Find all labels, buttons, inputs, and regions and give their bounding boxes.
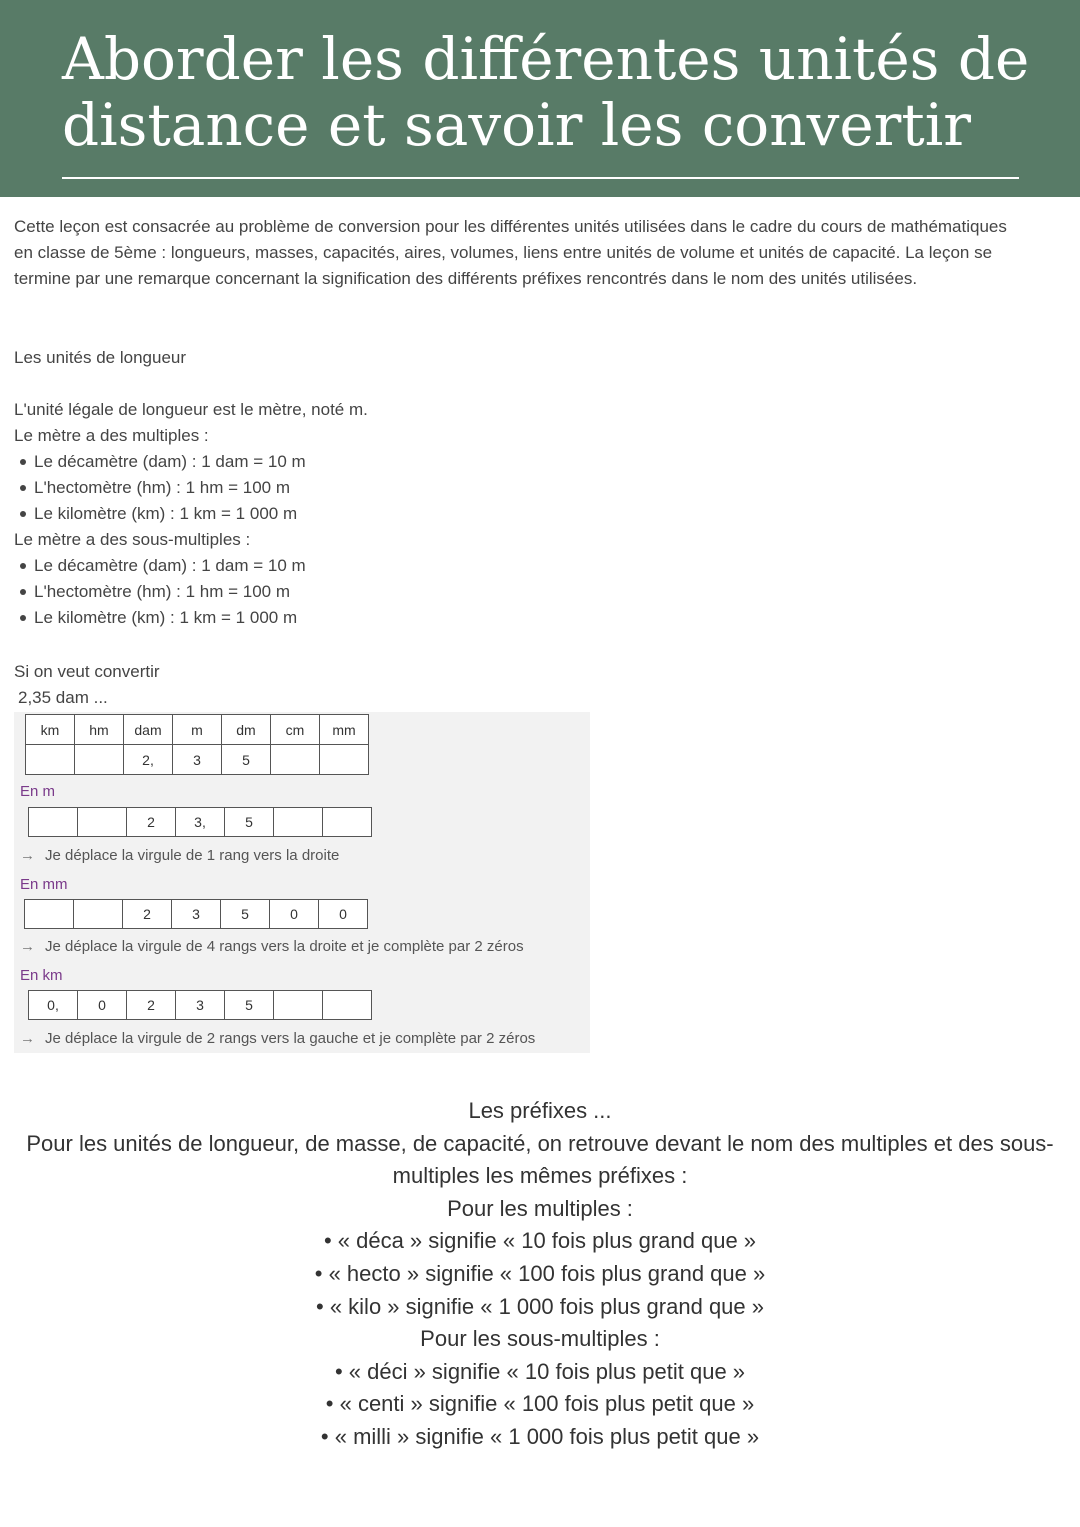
- table-cell: 3: [173, 745, 222, 775]
- multiples-list: [14, 449, 368, 527]
- prefix-multiples-heading: Pour les multiples :: [447, 1195, 633, 1221]
- prefixes-section: [0, 1095, 1080, 1454]
- arrow-right-icon: →: [20, 938, 35, 955]
- step-label-mm: En mm: [20, 876, 68, 893]
- table-cell: 2: [127, 808, 176, 837]
- table-cell: [75, 745, 124, 775]
- table-cell: 5: [221, 900, 270, 929]
- table-cell: 0: [319, 900, 368, 929]
- conversion-row-mm: [24, 899, 368, 929]
- table-row: [25, 900, 368, 929]
- prefixes-intro: Pour les unités de longueur, de masse, de capacité, on retrouve devant le nom des multiples et des sous-multiples les mêmes préfixes :: [26, 1130, 1054, 1189]
- list-item: • « déca » signifie « 10 fois plus grand que »: [323, 1228, 757, 1254]
- table-cell: [74, 900, 123, 929]
- table-row: [26, 745, 369, 775]
- table-cell: [274, 808, 323, 837]
- table-cell: [274, 991, 323, 1020]
- conversion-row-km: [28, 990, 372, 1020]
- table-cell: 2,: [124, 745, 173, 775]
- table-cell: 2: [123, 900, 172, 929]
- bullet-icon: [20, 459, 26, 465]
- conversion-value: 2,35 dam ...: [18, 688, 108, 707]
- list-item: L'hectomètre (hm) : 1 hm = 100 m: [14, 579, 368, 605]
- table-header-cell: mm: [320, 715, 369, 745]
- table-header-cell: cm: [271, 715, 320, 745]
- table-row: [29, 808, 372, 837]
- table-cell: [323, 808, 372, 837]
- table-cell: 0: [78, 991, 127, 1020]
- table-cell: [271, 745, 320, 775]
- table-header-cell: dam: [124, 715, 173, 745]
- submultiples-heading: Le mètre a des sous-multiples :: [14, 530, 251, 549]
- table-header-cell: m: [173, 715, 222, 745]
- step-label-km: En km: [20, 967, 63, 984]
- table-header-cell: km: [26, 715, 75, 745]
- conversion-figure: [14, 712, 590, 1053]
- conversion-intro-text: Si on veut convertir: [14, 662, 160, 681]
- table-cell: 3,: [176, 808, 225, 837]
- bullet-icon: [20, 589, 26, 595]
- table-cell: 0,: [29, 991, 78, 1020]
- list-item: Le kilomètre (km) : 1 km = 1 000 m: [14, 501, 368, 527]
- list-item: L'hectomètre (hm) : 1 hm = 100 m: [14, 475, 368, 501]
- table-cell: 5: [225, 991, 274, 1020]
- table-cell: 3: [172, 900, 221, 929]
- table-cell: 2: [127, 991, 176, 1020]
- list-item: • « milli » signifie « 1 000 fois plus petit que »: [320, 1423, 760, 1449]
- length-units: [14, 397, 368, 631]
- table-cell: [25, 900, 74, 929]
- table-cell: 5: [222, 745, 271, 775]
- table-cell: 5: [225, 808, 274, 837]
- bullet-icon: [20, 511, 26, 517]
- step-note-km: → Je déplace la virgule de 2 rangs vers la gauche et je complète par 2 zéros: [20, 1030, 536, 1047]
- title-banner: [0, 0, 1080, 197]
- units-definition: L'unité légale de longueur est le mètre, noté m.: [14, 400, 368, 419]
- table-header-cell: dm: [222, 715, 271, 745]
- list-item: • « kilo » signifie « 1 000 fois plus grand que »: [316, 1293, 764, 1319]
- list-item: • « déci » signifie « 10 fois plus petit que »: [334, 1358, 746, 1384]
- list-item: Le décamètre (dam) : 1 dam = 10 m: [14, 553, 368, 579]
- multiples-heading: Le mètre a des multiples :: [14, 426, 209, 445]
- page-title: Aborder les différentes unités de distance et savoir les convertir: [62, 25, 1030, 159]
- arrow-right-icon: →: [20, 1030, 35, 1047]
- table-cell: [323, 991, 372, 1020]
- title-divider: [62, 177, 1019, 179]
- step-note-mm: → Je déplace la virgule de 4 rangs vers la droite et je complète par 2 zéros: [20, 938, 524, 955]
- step-label-m: En m: [20, 783, 56, 800]
- bullet-icon: [20, 485, 26, 491]
- bullet-icon: [20, 615, 26, 621]
- table-cell: [26, 745, 75, 775]
- bullet-icon: [20, 563, 26, 569]
- list-item: Le kilomètre (km) : 1 km = 1 000 m: [14, 605, 368, 631]
- list-item: Le décamètre (dam) : 1 dam = 10 m: [14, 449, 368, 475]
- conversion-intro: [14, 659, 160, 711]
- step-note-m: → Je déplace la virgule de 1 rang vers la droite: [20, 847, 340, 864]
- table-header-row: [26, 715, 369, 745]
- table-cell: 3: [176, 991, 225, 1020]
- table-cell: 0: [270, 900, 319, 929]
- table-cell: [320, 745, 369, 775]
- submultiples-list: [14, 553, 368, 631]
- arrow-right-icon: →: [20, 847, 35, 864]
- prefixes-title: Les préfixes ...: [468, 1098, 612, 1123]
- conversion-table: [25, 714, 369, 775]
- table-cell: [78, 808, 127, 837]
- conversion-row-m: [28, 807, 372, 837]
- list-item: • « centi » signifie « 100 fois plus petit que »: [325, 1391, 755, 1417]
- prefix-submultiples-heading: Pour les sous-multiples :: [420, 1326, 660, 1352]
- table-header-cell: hm: [75, 715, 124, 745]
- intro-paragraph: Cette leçon est consacrée au problème de conversion pour les différentes unités utilisées dans le cadre du cours de mathématiques en classe de 5ème : longueurs, masses, capacités, aires, volumes, liens entre unités de volume et unités de capacité. La leçon se termine par une remarque concernant la signification des différents préfixes rencontrés dans le nom des unités utilisées.: [14, 217, 1007, 288]
- list-item: • « hecto » signifie « 100 fois plus grand que »: [314, 1260, 766, 1286]
- table-cell: [29, 808, 78, 837]
- section-title: Les unités de longueur: [14, 348, 187, 367]
- table-row: [29, 991, 372, 1020]
